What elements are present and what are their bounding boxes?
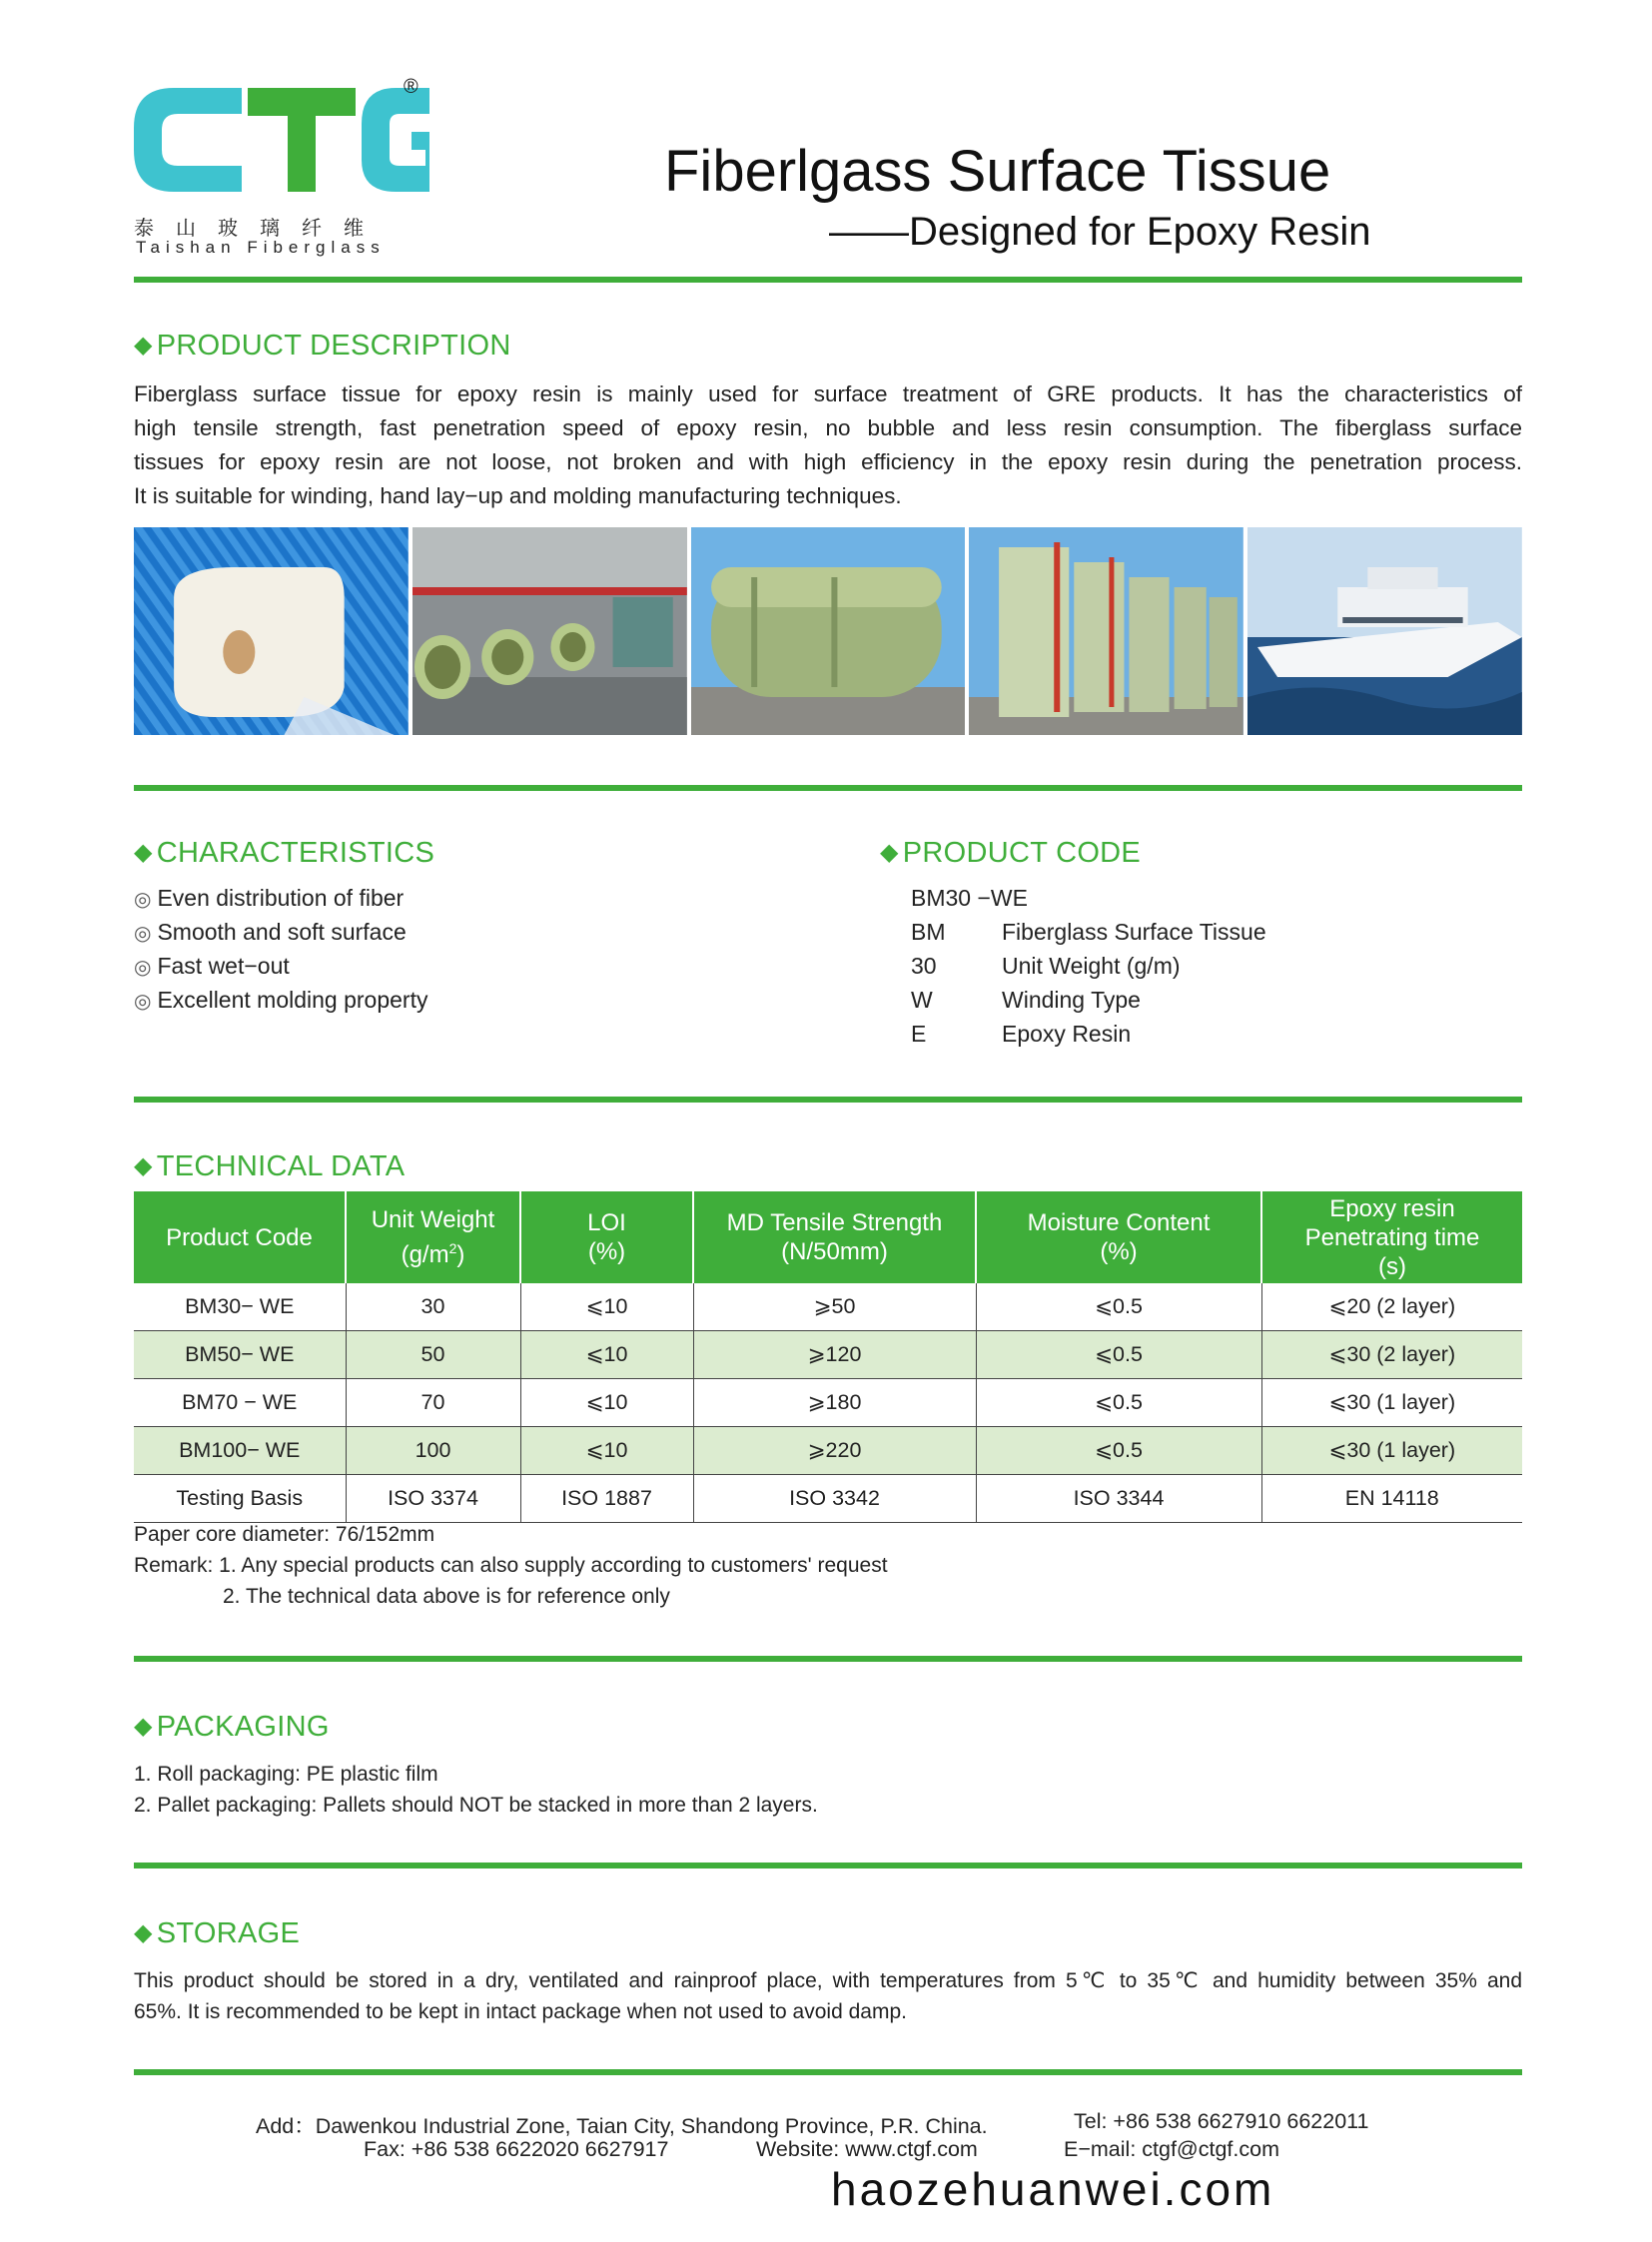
technical-data-heading: ◆ TECHNICAL DATA bbox=[134, 1150, 406, 1182]
cell-product-code: Testing Basis bbox=[134, 1475, 346, 1523]
col-header-loi: LOI (%) bbox=[520, 1191, 693, 1283]
col-header-tensile: MD Tensile Strength (N/50mm) bbox=[693, 1191, 976, 1283]
cell-unit-weight: ISO 3374 bbox=[346, 1475, 520, 1523]
cell-moisture: ⩽0.5 bbox=[976, 1427, 1261, 1475]
cell-unit-weight: 70 bbox=[346, 1379, 520, 1427]
footer-email[interactable]: E−mail: ctgf@ctgf.com bbox=[1064, 2137, 1279, 2161]
col-header-unit-weight: Unit Weight $(g/m^2)$ bbox=[346, 1191, 520, 1283]
footer-tel: Tel: +86 538 6627910 6622011 bbox=[1074, 2109, 1369, 2133]
divider bbox=[134, 785, 1522, 791]
logo-english-name: Taishan Fiberglass bbox=[136, 238, 386, 257]
cell-loi: ISO 1887 bbox=[520, 1475, 693, 1523]
cell-tensile: ⩾220 bbox=[693, 1427, 976, 1475]
table-header-row bbox=[134, 1191, 1522, 1283]
note-remark-2: 2. The technical data above is for reference only bbox=[223, 1585, 670, 1608]
list-item: 2. Pallet packaging: Pallets should NOT be stacked in more than 2 layers. bbox=[134, 1794, 818, 1817]
note-core-diameter: Paper core diameter: 76/152mm bbox=[134, 1523, 435, 1546]
cell-loi: ⩽10 bbox=[520, 1331, 693, 1379]
list-item: ◎ Fast wet−out bbox=[134, 953, 290, 979]
footer-fax: Fax: +86 538 6622020 6627917 bbox=[364, 2137, 669, 2161]
divider bbox=[134, 1863, 1522, 1868]
cell-moisture: ⩽0.5 bbox=[976, 1283, 1261, 1331]
bullet-icon: ◎ bbox=[134, 991, 152, 1013]
cell-penetrating-time: ⩽20 (2 layer) bbox=[1261, 1283, 1522, 1331]
vertical-tanks-photo bbox=[969, 527, 1243, 735]
divider bbox=[134, 277, 1522, 283]
cell-unit-weight: 30 bbox=[346, 1283, 520, 1331]
product-code-example: BM30 −WE bbox=[911, 885, 1028, 911]
list-item: 1. Roll packaging: PE plastic film bbox=[134, 1763, 438, 1786]
col-header-penetrating-time: Epoxy resin Penetrating time (s) bbox=[1261, 1191, 1522, 1283]
diamond-bullet-icon: ◆ bbox=[134, 839, 153, 866]
cell-moisture: ⩽0.5 bbox=[976, 1379, 1261, 1427]
product-code-legend bbox=[911, 885, 1266, 1055]
packaging-heading: ◆ PACKAGING bbox=[134, 1711, 330, 1743]
cell-product-code: BM30− WE bbox=[134, 1283, 346, 1331]
cell-loi: ⩽10 bbox=[520, 1379, 693, 1427]
note-remark-1: Remark: 1. Any special products can also supply according to customers' request bbox=[134, 1554, 888, 1577]
diamond-bullet-icon: ◆ bbox=[134, 1713, 153, 1740]
diamond-bullet-icon: ◆ bbox=[880, 839, 899, 866]
characteristics-list bbox=[134, 885, 427, 1021]
registered-mark: ® bbox=[404, 76, 418, 98]
col-header-product-code: Product Code bbox=[134, 1191, 346, 1283]
table-row bbox=[134, 1331, 1522, 1379]
bullet-icon: ◎ bbox=[134, 889, 152, 911]
cell-product-code: BM70 − WE bbox=[134, 1379, 346, 1427]
diamond-bullet-icon: ◆ bbox=[134, 1919, 153, 1946]
storage-text: This product should be stored in a dry, ventilated and rainproof place, with temperatures from 5℃ to 35℃ and humidity between 35% and 65%. It is recommended to be kept in intact package when not used to avoid damp. bbox=[134, 1969, 1522, 2023]
frp-pipes-photo bbox=[413, 527, 687, 735]
watermark: haozehuanwei.com bbox=[831, 2163, 1275, 2215]
tissue-roll-photo bbox=[134, 527, 409, 735]
horizontal-tank-photo bbox=[691, 527, 966, 735]
table-row bbox=[134, 1475, 1522, 1523]
cell-penetrating-time: EN 14118 bbox=[1261, 1475, 1522, 1523]
technical-data-table bbox=[134, 1191, 1522, 1523]
logo-chinese-name: 泰山玻璃纤维 bbox=[134, 216, 386, 240]
product-code-row: BM Fiberglass Surface Tissue bbox=[911, 919, 1266, 945]
list-item: ◎ Smooth and soft surface bbox=[134, 919, 407, 945]
cell-unit-weight: 50 bbox=[346, 1331, 520, 1379]
footer-website[interactable]: Website: www.ctgf.com bbox=[756, 2137, 978, 2161]
divider bbox=[134, 2069, 1522, 2075]
cell-product-code: BM50− WE bbox=[134, 1331, 346, 1379]
list-item: ◎ Excellent molding property bbox=[134, 987, 428, 1013]
storage-heading: ◆ STORAGE bbox=[134, 1917, 301, 1949]
cell-tensile: ⩾180 bbox=[693, 1379, 976, 1427]
technical-notes bbox=[134, 1519, 888, 1612]
bullet-icon: ◎ bbox=[134, 923, 152, 945]
product-description-text: Fiberglass surface tissue for epoxy resin is mainly used for surface treatment of GRE products. It has the characteristics of high tensile strength, fast penetration speed of epoxy resin, no bubble and less resin consumption. The fiberglass surface tissues for epoxy resin are not loose, not broken and with high efficiency in the epoxy resin during the penetration process. It is suitable for winding, hand lay−up and molding manufacturing techniques. bbox=[134, 381, 1522, 508]
cell-product-code: BM100− WE bbox=[134, 1427, 346, 1475]
page-subtitle: ——Designed for Epoxy Resin bbox=[829, 210, 1371, 254]
product-description-heading: ◆ PRODUCT DESCRIPTION bbox=[134, 330, 511, 362]
product-code-heading: ◆ PRODUCT CODE bbox=[880, 837, 1142, 869]
page-title: Fiberlgass Surface Tissue bbox=[664, 139, 1331, 204]
cell-unit-weight: 100 bbox=[346, 1427, 520, 1475]
cell-penetrating-time: ⩽30 (1 layer) bbox=[1261, 1379, 1522, 1427]
product-code-row: E Epoxy Resin bbox=[911, 1021, 1132, 1047]
cell-penetrating-time: ⩽30 (1 layer) bbox=[1261, 1427, 1522, 1475]
product-code-row: 30 Unit Weight (g/m) bbox=[911, 953, 1181, 979]
product-code-row: W Winding Type bbox=[911, 987, 1141, 1013]
table-row bbox=[134, 1283, 1522, 1331]
divider bbox=[134, 1656, 1522, 1662]
cell-tensile: ISO 3342 bbox=[693, 1475, 976, 1523]
product-photos bbox=[134, 527, 1522, 735]
cell-tensile: ⩾50 bbox=[693, 1283, 976, 1331]
packaging-list bbox=[134, 1759, 818, 1821]
characteristics-heading: ◆ CHARACTERISTICS bbox=[134, 837, 435, 869]
table-row bbox=[134, 1379, 1522, 1427]
cell-tensile: ⩾120 bbox=[693, 1331, 976, 1379]
cell-moisture: ISO 3344 bbox=[976, 1475, 1261, 1523]
footer-address: Add：Dawenkou Industrial Zone, Taian City, Shandong Province, P.R. China. bbox=[256, 2114, 988, 2138]
list-item: ◎ Even distribution of fiber bbox=[134, 885, 405, 911]
diamond-bullet-icon: ◆ bbox=[134, 1152, 153, 1179]
cell-penetrating-time: ⩽30 (2 layer) bbox=[1261, 1331, 1522, 1379]
yacht-photo bbox=[1247, 527, 1522, 735]
bullet-icon: ◎ bbox=[134, 957, 152, 979]
cell-moisture: ⩽0.5 bbox=[976, 1331, 1261, 1379]
cell-loi: ⩽10 bbox=[520, 1283, 693, 1331]
diamond-bullet-icon: ◆ bbox=[134, 332, 153, 359]
table-row bbox=[134, 1427, 1522, 1475]
cell-loi: ⩽10 bbox=[520, 1427, 693, 1475]
col-header-moisture: Moisture Content (%) bbox=[976, 1191, 1261, 1283]
divider bbox=[134, 1097, 1522, 1103]
